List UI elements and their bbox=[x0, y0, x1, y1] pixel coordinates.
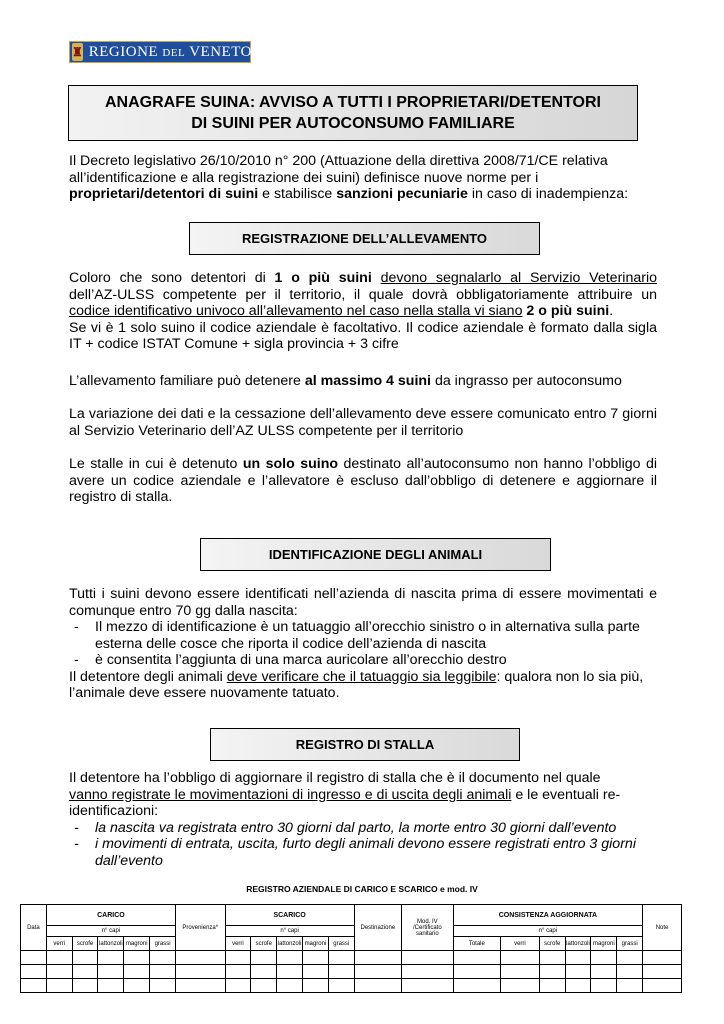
registro-list-text-2: i movimenti di entrata, uscita, furto degli animali devono essere registrati entro 3 giorni dall’evento bbox=[95, 836, 636, 869]
scarico-verri: verri bbox=[225, 937, 251, 951]
carico-magroni: magroni bbox=[124, 937, 150, 951]
table-row bbox=[21, 979, 682, 993]
section-registro-heading: REGISTRO DI STALLA bbox=[210, 728, 520, 761]
list-dash: - bbox=[74, 652, 79, 668]
scarico-lattonzoli: lattonzoli bbox=[277, 937, 303, 951]
carico-grassi: grassi bbox=[150, 937, 176, 951]
registro-list-item-1 bbox=[69, 820, 657, 837]
lion-crest-icon: ♜ bbox=[72, 45, 83, 59]
ident-list-item-1 bbox=[69, 619, 657, 652]
document-title-box bbox=[68, 85, 638, 141]
reg-p3-bold: al massimo 4 suini bbox=[304, 373, 431, 389]
consistenza-magroni: magroni bbox=[591, 937, 617, 951]
col-consistenza: CONSISTENZA AGGIORNATA bbox=[453, 905, 642, 926]
register-table bbox=[20, 904, 682, 993]
scarico-n-capi: n° capi bbox=[225, 926, 354, 937]
col-carico: CARICO bbox=[46, 905, 175, 926]
table-row bbox=[21, 951, 682, 965]
carico-lattonzoli: lattonzoli bbox=[98, 937, 124, 951]
title-line-2: DI SUINI PER AUTOCONSUMO FAMILIARE bbox=[191, 115, 515, 132]
registrazione-paragraph-1 bbox=[69, 270, 657, 353]
ident-p2-b: : qualora non lo sia più, l’animale deve essere nuovamente tatuato. bbox=[69, 668, 644, 701]
reg-underline-2: codice identificativo univoco all’allevamento nel caso nella stalla vi siano bbox=[69, 303, 523, 319]
reg-p3-a: L’allevamento familiare può detenere bbox=[69, 373, 305, 389]
scarico-magroni: magroni bbox=[303, 937, 329, 951]
logo-text-end: VENETO bbox=[189, 43, 252, 60]
reg-line-1 bbox=[69, 270, 657, 287]
col-destinazione: Destinazione bbox=[354, 905, 401, 951]
col-scarico: SCARICO bbox=[225, 905, 354, 926]
reg-p5-a: Le stalle in cui è detenuto bbox=[69, 456, 243, 472]
registro-block bbox=[69, 770, 657, 869]
intro-paragraph bbox=[69, 153, 657, 203]
col-note: Note bbox=[643, 905, 682, 951]
reg-p5-c: destinato all’autoconsumo non hanno l’obbligo di avere un codice aziendale e l’allevatore è escluso dall’obbligo di detenere e aggiornare il registro di stalla. bbox=[69, 456, 657, 505]
reg-line-2: dell’AZ-ULSS competente per il territorio, il quale dovrà obbligatoriamente attribuire un bbox=[69, 286, 657, 303]
registro-list-text-1: la nascita va registrata entro 30 giorni dal parto, la morte entro 30 giorni dall’evento bbox=[95, 819, 617, 836]
consistenza-n-capi: n° capi bbox=[453, 926, 642, 937]
identificazione-block bbox=[69, 586, 657, 702]
intro-line-3 bbox=[69, 186, 657, 203]
reg-text-a: Coloro che sono detentori di bbox=[69, 270, 275, 286]
list-dash: - bbox=[74, 819, 79, 836]
intro-bold-1: proprietari/detentori di suini bbox=[69, 186, 259, 202]
title-line-1: ANAGRAFE SUINA: AVVISO A TUTTI I PROPRIETARI/DETENTORI bbox=[104, 94, 601, 111]
carico-n-capi: n° capi bbox=[46, 926, 175, 937]
consistenza-totale: Totale bbox=[453, 937, 500, 951]
carico-scrofe: scrofe bbox=[72, 937, 98, 951]
list-dash: - bbox=[74, 836, 79, 852]
ident-p2-a: Il detentore degli animali bbox=[69, 668, 227, 685]
registro-p1-underline: vanno registrate le movimentazioni di ingresso e di uscita degli animali bbox=[69, 786, 512, 803]
reg-underline-1: devono segnalarlo al Servizio Veterinario bbox=[380, 270, 657, 286]
intro-bold-2: sanzioni pecuniarie bbox=[336, 186, 468, 202]
register-table-title: REGISTRO AZIENDALE DI CARICO E SCARICO e mod. IV bbox=[246, 884, 478, 894]
list-dash: - bbox=[74, 619, 79, 635]
registro-p1-a: Il detentore ha l’obbligo di aggiornare il registro di stalla che è il documento nel quale bbox=[69, 770, 601, 786]
registro-p1-b: e le eventuali re-identificazioni: bbox=[69, 786, 621, 819]
reg-p3 bbox=[69, 373, 657, 390]
reg-paragraph-2: Se vi è 1 solo suino il codice aziendale è facoltativo. Il codice aziendale è formato dalla sigla IT + codice ISTAT Comune + sigla provincia + 3 cifre bbox=[69, 319, 657, 352]
ident-list-item-2 bbox=[69, 652, 657, 669]
carico-verri: verri bbox=[46, 937, 72, 951]
reg-bold-2: 2 o più suini bbox=[526, 303, 610, 319]
registro-list bbox=[69, 820, 657, 870]
ident-list-text-2: è consentita l’aggiunta di una marca auricolare all’orecchio destro bbox=[95, 652, 507, 668]
registro-list-item-2 bbox=[69, 836, 657, 869]
reg-p3-c: da ingrasso per autoconsumo bbox=[431, 373, 622, 389]
registrazione-paragraph-3 bbox=[69, 373, 657, 390]
intro-line-1: Il Decreto legislativo 26/10/2010 n° 200 (Attuazione della direttiva 2008/71/CE relativa bbox=[69, 153, 608, 169]
logo-text-main: REGIONE bbox=[88, 43, 159, 60]
regione-veneto-logo bbox=[69, 41, 251, 63]
register-header-row-2 bbox=[21, 926, 682, 937]
scarico-grassi: grassi bbox=[328, 937, 354, 951]
ident-list-text-1: Il mezzo di identificazione è un tatuaggio all’orecchio sinistro o in alternativa sulla parte esterna delle cosce che riporta il codice dell’azienda di nascita bbox=[95, 619, 640, 652]
intro-text-1: e stabilisce bbox=[258, 186, 337, 202]
reg-space bbox=[372, 270, 381, 286]
registrazione-paragraph-5 bbox=[69, 456, 657, 506]
registrazione-paragraph-4: La variazione dei dati e la cessazione dell’allevamento deve essere comunicato entro 7 giorni al Servizio Veterinario dell’AZ ULSS competente per il territorio bbox=[69, 406, 657, 439]
reg-bold-1: 1 o più suini bbox=[274, 270, 372, 286]
consistenza-scrofe: scrofe bbox=[539, 937, 565, 951]
ident-paragraph-2 bbox=[69, 669, 657, 702]
section-registrazione-heading: REGISTRAZIONE DELL’ALLEVAMENTO bbox=[189, 222, 540, 255]
register-header-row-1 bbox=[21, 905, 682, 926]
consistenza-lattonzoli: lattonzoli bbox=[565, 937, 591, 951]
table-row bbox=[21, 965, 682, 979]
logo-text bbox=[89, 44, 252, 61]
registro-paragraph bbox=[69, 770, 657, 820]
reg-period: . bbox=[609, 303, 614, 319]
ident-paragraph-1: Tutti i suini devono essere identificati nell’azienda di nascita prima di essere movimentati e comunque entro 70 gg dalla nascita: bbox=[69, 586, 657, 619]
col-mod-iv: Mod. IV /Certificato sanitario bbox=[402, 905, 454, 951]
logo-text-small: DEL bbox=[162, 46, 186, 59]
ident-p2-underline: deve verificare che il tatuaggio sia leggibile bbox=[226, 668, 497, 685]
intro-text-2: in caso di inadempienza: bbox=[467, 186, 629, 202]
scarico-scrofe: scrofe bbox=[251, 937, 277, 951]
register-header-row-3 bbox=[21, 937, 682, 951]
col-provenienza: Provenienza* bbox=[176, 905, 226, 951]
ident-list bbox=[69, 619, 657, 669]
consistenza-verri: verri bbox=[501, 937, 540, 951]
reg-p5-bold: un solo suino bbox=[242, 456, 339, 472]
intro-line-2: all’identificazione e alla registrazione dei suini) definisce nuove norme per i bbox=[69, 169, 539, 186]
consistenza-grassi: grassi bbox=[617, 937, 643, 951]
col-data: Data bbox=[21, 905, 47, 951]
reg-line-3 bbox=[69, 303, 657, 320]
section-identificazione-heading: IDENTIFICAZIONE DEGLI ANIMALI bbox=[200, 538, 551, 571]
